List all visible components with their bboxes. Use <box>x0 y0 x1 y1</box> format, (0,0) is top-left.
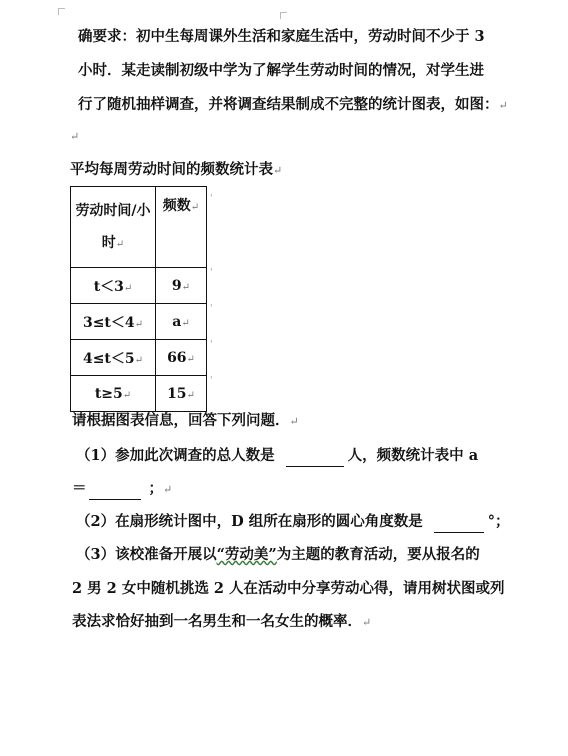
answer-blank-total <box>286 446 344 467</box>
cell-mark: ↵ <box>190 202 200 213</box>
paragraph-mark: ↵ <box>70 130 80 143</box>
row-end-mark: ' <box>210 376 213 386</box>
question-3-line-1: （3）该校准备开展以“劳动美”为主题的教育活动，要从报名的 <box>76 546 480 563</box>
header-count: 频数↵ <box>156 187 207 268</box>
row-end-mark: ' <box>210 268 213 278</box>
question-1-line-1: （1）参加此次调查的总人数是 人，频数统计表中 a <box>76 446 478 467</box>
row-end-mark: ' <box>210 304 213 314</box>
cell-count: 9↵ <box>156 268 207 304</box>
paragraph-mark: ↵ <box>498 99 508 112</box>
intro-line-2: 小时．某走读制初级中学为了解学生劳动时间的情况，对学生进 <box>78 62 484 79</box>
paragraph-mark: ↵ <box>163 483 173 496</box>
table-row <box>71 268 207 304</box>
paragraph-mark: ↵ <box>362 616 372 629</box>
frequency-table <box>70 186 207 412</box>
questions-prompt: 请根据图表信息，回答下列问题．↵ <box>72 412 299 429</box>
header-time: 劳动时间/小 时↵ <box>71 187 156 268</box>
table-row <box>71 304 207 340</box>
question-1-line-2: ＝ ；↵ <box>72 479 172 500</box>
table-row <box>71 376 207 412</box>
paragraph-mark: ↵ <box>289 415 299 428</box>
cell-range: 3≤t＜4↵ <box>71 304 156 340</box>
paragraph-mark: ↵ <box>273 164 283 177</box>
cell-range: t≥5↵ <box>71 376 156 412</box>
row-end-mark: ' <box>210 194 213 204</box>
cell-range: t＜3↵ <box>71 268 156 304</box>
table-header-row <box>71 187 207 268</box>
answer-blank-a <box>89 479 141 500</box>
intro-line-3: 行了随机抽样调查，并将调查结果制成不完整的统计图表，如图：↵ <box>78 96 508 113</box>
cell-mark: ↵ <box>115 239 125 250</box>
empty-line <box>70 126 79 147</box>
margin-corner-mark <box>58 8 65 15</box>
answer-blank-angle <box>434 512 484 533</box>
margin-corner-mark <box>280 12 287 19</box>
row-end-mark: ' <box>210 340 213 350</box>
cell-count: a↵ <box>156 304 207 340</box>
quoted-theme: “劳动美” <box>216 546 277 563</box>
intro-line-1: 确要求：初中生每周课外生活和家庭生活中，劳动时间不少于 3 <box>78 28 485 45</box>
table-title: 平均每周劳动时间的频数统计表↵ <box>70 161 283 178</box>
cell-range: 4≤t＜5↵ <box>71 340 156 376</box>
question-3-line-2: 2 男 2 女中随机挑选 2 人在活动中分享劳动心得，请用树状图或列 <box>72 580 505 597</box>
cell-count: 66↵ <box>156 340 207 376</box>
question-3-line-3: 表法求恰好抽到一名男生和一名女生的概率．↵ <box>72 613 372 630</box>
table-row <box>71 340 207 376</box>
cell-count: 15↵ <box>156 376 207 412</box>
question-2: （2）在扇形统计图中，D 组所在扇形的圆心角度数是 °； <box>76 512 510 533</box>
